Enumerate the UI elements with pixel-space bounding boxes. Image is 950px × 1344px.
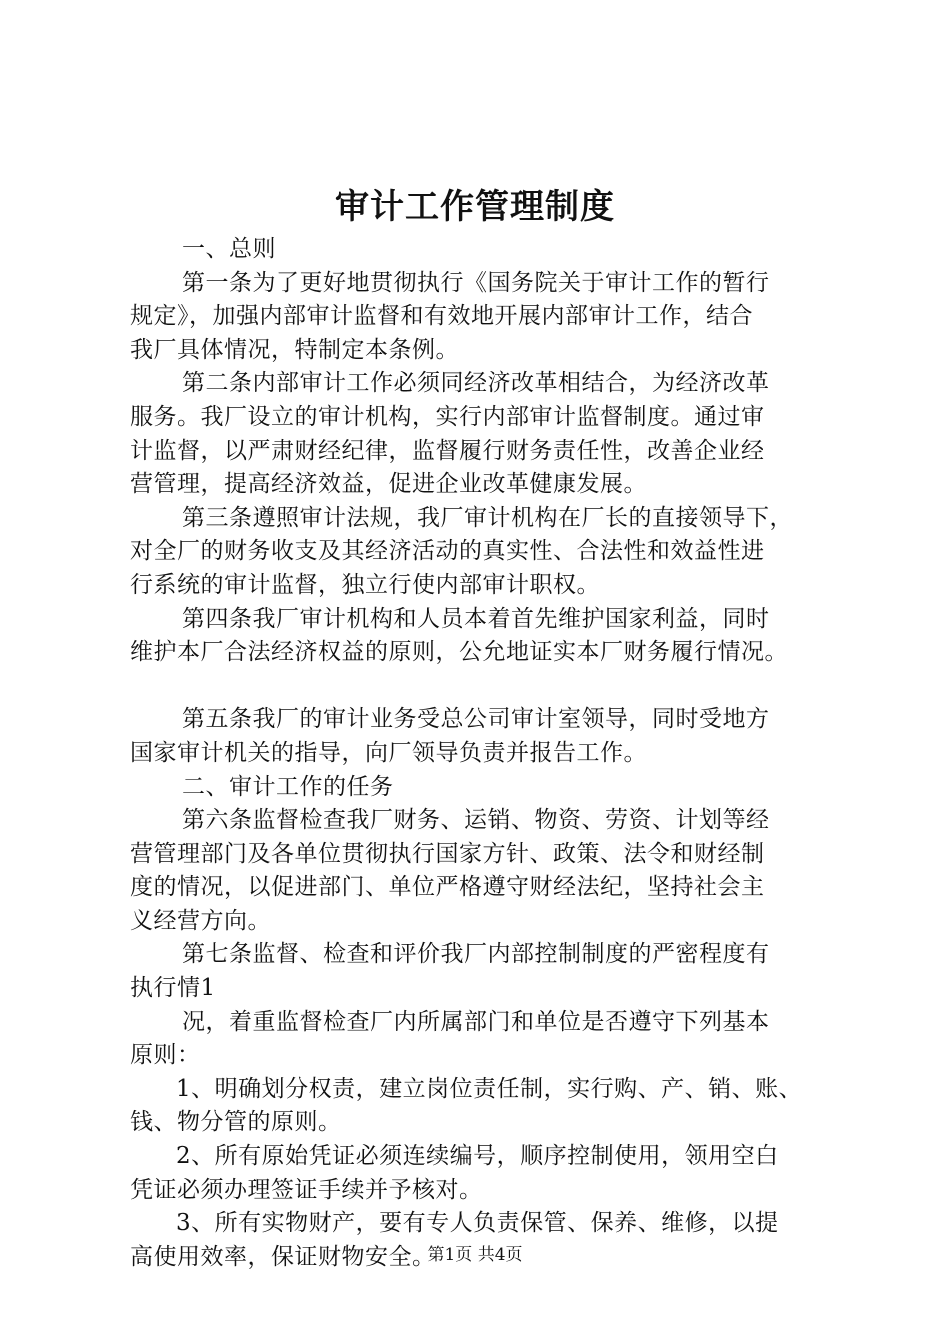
paragraph-line: 执行情1: [130, 975, 216, 1002]
paragraph-line: 第一条为了更好地贯彻执行《国务院关于审计工作的暂行: [182, 269, 770, 296]
paragraph-line: 我厂具体情况，特制定本条例。: [130, 336, 459, 363]
paragraph-line: 钱、物分管的原则。: [130, 1109, 342, 1136]
paragraph-line: 维护本厂合法经济权益的原则，公允地证实本厂财务履行情况。: [130, 639, 788, 666]
paragraph-line: 国家审计机关的指导，向厂领导负责并报告工作。: [130, 739, 647, 766]
blank-line: [130, 670, 850, 704]
section-heading-tasks: 二、审计工作的任务: [182, 773, 394, 800]
paragraph-line: 第六条监督检查我厂财务、运销、物资、劳资、计划等经: [182, 807, 770, 834]
paragraph-line: 2、所有原始凭证必须连续编号，顺序控制使用，领用空白: [176, 1143, 779, 1170]
paragraph-line: 凭证必须办理签证手续并予核对。: [130, 1176, 483, 1203]
paragraph-line: 度的情况，以促进部门、单位严格遵守财经法纪，坚持社会主: [130, 874, 765, 901]
paragraph-line: 3、所有实物财产，要有专人负责保管、保养、维修，以提: [176, 1210, 779, 1237]
paragraph-line: 规定》，加强内部审计监督和有效地开展内部审计工作，结合: [130, 303, 753, 330]
paragraph-line: 计监督，以严肃财经纪律，监督履行财务责任性，改善企业经: [130, 437, 765, 464]
paragraph-line: 第五条我厂的审计业务受总公司审计室领导，同时受地方: [182, 706, 770, 733]
document-body: [130, 233, 850, 1274]
paragraph-line: 第四条我厂审计机构和人员本着首先维护国家利益，同时: [182, 605, 770, 632]
paragraph-line: 原则：: [130, 1042, 201, 1069]
paragraph-line: 第二条内部审计工作必须同经济改革相结合，为经济改革: [182, 370, 770, 397]
paragraph-line: 服务。我厂设立的审计机构，实行内部审计监督制度。通过审: [130, 403, 765, 430]
paragraph-line: 第七条监督、检查和评价我厂内部控制制度的严密程度有: [182, 941, 770, 968]
paragraph-line: 营管理部门及各单位贯彻执行国家方针、政策、法令和财经制: [130, 840, 765, 867]
paragraph-line: 高使用效率，保证财物安全。: [130, 1243, 436, 1270]
section-heading-general: 一、总则: [182, 236, 276, 262]
paragraph-line: 行系统的审计监督，独立行使内部审计职权。: [130, 571, 600, 598]
paragraph-line: 营管理，提高经济效益，促进企业改革健康发展。: [130, 471, 647, 498]
paragraph-line: 1、明确划分权责，建立岗位责任制，实行购、产、销、账、: [176, 1075, 803, 1102]
page-number-footer: 第1页 共4页: [427, 1245, 523, 1265]
paragraph-line: 第三条遵照审计法规，我厂审计机构在厂长的直接领导下，: [182, 504, 793, 531]
paragraph-line: 义经营方向。: [130, 907, 271, 934]
document-title: 审计工作管理制度: [335, 187, 615, 227]
paragraph-line: 况，着重监督检查厂内所属部门和单位是否遵守下列基本: [182, 1008, 770, 1035]
paragraph-line: 对全厂的财务收支及其经济活动的真实性、合法性和效益性进: [130, 538, 765, 565]
